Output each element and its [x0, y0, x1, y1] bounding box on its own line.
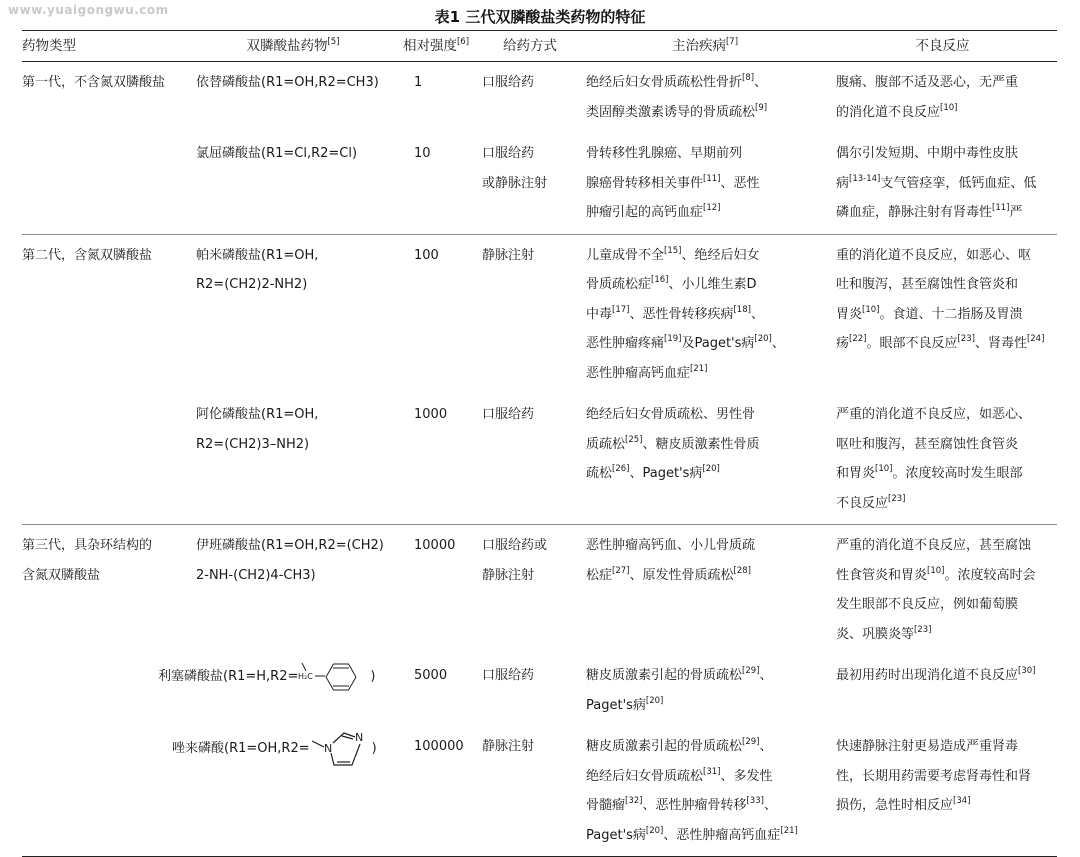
disease-cell — [582, 726, 828, 857]
drug-name-cell — [192, 234, 394, 394]
adverse-line — [836, 169, 1057, 199]
route-cell — [478, 133, 582, 234]
drug-name-line: R2=(CH2)2-NH2) — [196, 277, 308, 292]
drug-name-suffix: ) — [370, 669, 376, 685]
adverse-text: 腹痛、腹部不适及恶心，无严重 — [836, 75, 1019, 90]
table-row — [22, 394, 1057, 525]
citation-ref: [12] — [703, 203, 721, 213]
relative-strength: 10000 — [414, 538, 456, 553]
drug-name-text: 唑来磷酸(R1=OH,R2= — [172, 741, 310, 757]
relative-strength-cell — [394, 133, 478, 234]
drug-type-cell — [22, 133, 192, 234]
disease-line — [586, 762, 828, 792]
adverse-line — [836, 459, 1057, 489]
route-cell — [478, 62, 582, 134]
disease-line — [586, 270, 828, 300]
adverse-line — [836, 300, 1057, 330]
disease-text: 骨转移性乳腺癌、早期前列 — [586, 146, 743, 161]
disease-text: 、原发性骨质疏松 — [629, 567, 734, 583]
drug-type-cell — [22, 525, 192, 656]
citation-ref: [34] — [953, 796, 971, 806]
disease-text: 绝经后妇女骨质疏松性骨折 — [586, 75, 743, 90]
route-cell — [478, 655, 582, 726]
citation-ref: [10] — [862, 304, 880, 315]
adverse-text: 损伤，急性时相反应 — [836, 798, 954, 813]
adverse-text: 炎、巩膜炎等 — [836, 626, 915, 642]
disease-text: 、恶性肿瘤骨转移 — [642, 798, 747, 813]
disease-text: 恶性肿瘤高钙血、小儿骨质疏 — [586, 538, 756, 553]
disease-text: 恶性肿瘤高钙血症 — [586, 365, 691, 381]
table-row — [22, 726, 1057, 857]
drug-name-line: 阿伦磷酸盐(R1=OH, — [196, 407, 319, 422]
citation-ref: [22] — [849, 334, 867, 344]
disease-line — [586, 430, 828, 460]
route-line: 静脉注射 — [482, 739, 535, 754]
adverse-cell — [828, 133, 1057, 234]
citation-ref: [18] — [733, 304, 751, 315]
svg-text:N: N — [323, 742, 332, 755]
disease-line — [586, 691, 828, 721]
route-cell — [478, 525, 582, 656]
citation-ref: [27] — [612, 565, 630, 576]
citation-ref: [26] — [612, 464, 630, 474]
disease-text: 中毒 — [586, 306, 613, 322]
adverse-text: 疡 — [836, 336, 850, 351]
adverse-text: 。浓度较高时会 — [944, 567, 1036, 583]
drug-name-line: 氯屈磷酸盐(R1=Cl,R2=Cl) — [196, 146, 358, 161]
citation-ref: [23] — [957, 334, 975, 344]
citation-ref: [11] — [992, 203, 1010, 213]
watermark: www.yuaigongwu.com — [8, 3, 169, 17]
disease-line — [586, 359, 828, 389]
adverse-text: 最初用药时出现消化道不良反应 — [836, 668, 1019, 683]
route-line: 静脉注射 — [482, 247, 535, 263]
citation-ref: [19] — [664, 334, 682, 344]
disease-text: 松症 — [586, 567, 613, 583]
disease-text: 、糖皮质激素性骨质 — [642, 436, 760, 452]
disease-text: 、 — [763, 798, 777, 813]
disease-line — [586, 561, 828, 591]
adverse-line — [836, 68, 1057, 98]
citation-ref: [25] — [625, 434, 643, 445]
table-row — [22, 62, 1057, 134]
imidazole-structure-icon — [310, 727, 372, 771]
disease-text: 、 — [754, 75, 768, 90]
disease-line — [586, 459, 828, 489]
route-line: 口服给药 — [482, 146, 535, 161]
table-row — [22, 525, 1057, 656]
table-title: 表1 三代双膦酸盐类药物的特征 — [434, 8, 646, 26]
adverse-line — [836, 139, 1057, 169]
drug-name-line: 伊班磷酸盐(R1=OH,R2=(CH2) — [196, 538, 384, 553]
citation-ref: [30] — [1018, 666, 1036, 676]
relative-strength-cell — [394, 394, 478, 525]
disease-line — [586, 531, 828, 561]
disease-text: 儿童成骨不全 — [586, 247, 665, 263]
disease-cell — [582, 394, 828, 525]
disease-text: 、绝经后妇女 — [681, 247, 760, 263]
table-row — [22, 234, 1057, 394]
relative-strength: 10 — [414, 146, 431, 161]
adverse-line — [836, 762, 1057, 792]
disease-text: 骨髓瘤 — [586, 798, 626, 813]
disease-line — [586, 98, 828, 128]
adverse-line — [836, 531, 1057, 561]
adverse-text: 病 — [836, 175, 850, 191]
citation-ref: [29] — [742, 666, 760, 676]
disease-text: 、多发性 — [720, 768, 773, 784]
relative-strength: 100 — [414, 247, 439, 263]
adverse-text: 重的消化道不良反应，如恶心、呕 — [836, 247, 1032, 263]
route-line: 口服给药或 — [482, 538, 548, 553]
relative-strength: 1000 — [414, 407, 448, 422]
adverse-cell — [828, 525, 1057, 656]
adverse-text: 。食道、十二指肠及胃溃 — [879, 306, 1023, 322]
disease-text: 疏松 — [586, 466, 613, 481]
disease-cell — [582, 525, 828, 656]
table-row — [22, 133, 1057, 234]
citation-ref: [17] — [612, 304, 630, 315]
disease-line — [586, 821, 828, 851]
citation-ref: [23] — [914, 624, 932, 635]
adverse-text: 快速静脉注射更易造成严重肾毒 — [836, 739, 1019, 754]
header-row — [22, 31, 1057, 62]
relative-strength-cell — [394, 655, 478, 726]
adverse-cell — [828, 655, 1057, 726]
adverse-line — [836, 590, 1057, 620]
adverse-line — [836, 430, 1057, 460]
disease-text: 、 — [750, 306, 764, 322]
disease-line — [586, 241, 828, 271]
citation-ref: [20] — [645, 825, 664, 836]
header-strength: 相对强度[6] — [394, 31, 478, 62]
citation-ref: [33] — [746, 796, 764, 806]
adverse-text: 支气管痉挛，低钙血症、低 — [880, 175, 1037, 191]
adverse-text: 不良反应 — [836, 495, 889, 511]
route-line: 口服给药 — [482, 668, 535, 683]
disease-text: 、Paget's病 — [629, 466, 703, 481]
disease-line — [586, 732, 828, 762]
svg-text:H₂C: H₂C — [298, 672, 314, 681]
disease-text: 、恶性肿瘤高钙血症 — [663, 827, 781, 843]
drug-name-cell — [192, 133, 394, 234]
header-drug: 双膦酸盐药物[5] — [192, 31, 394, 62]
disease-text: 肿瘤引起的高钙血症 — [586, 205, 704, 220]
citation-ref: [15] — [664, 245, 682, 256]
citation-ref: [13-14] — [849, 173, 881, 184]
disease-line — [586, 198, 828, 228]
disease-cell — [582, 133, 828, 234]
disease-text: 、 — [759, 668, 773, 683]
adverse-text: 。浓度较高时发生眼部 — [892, 466, 1023, 481]
route-line: 静脉注射 — [482, 567, 535, 583]
route-line: 口服给药 — [482, 407, 535, 422]
disease-line — [586, 661, 828, 691]
drug-name-cell — [172, 726, 394, 857]
adverse-text: 严 — [1009, 205, 1023, 220]
relative-strength: 1 — [414, 75, 423, 90]
relative-strength: 100000 — [414, 739, 464, 754]
adverse-line — [836, 791, 1057, 821]
relative-strength-cell — [394, 234, 478, 394]
adverse-line — [836, 661, 1057, 691]
benzyl-structure-icon — [298, 657, 370, 697]
adverse-text: 偶尔引发短期、中期中毒性皮肤 — [836, 146, 1019, 161]
drug-name-cell — [192, 394, 394, 525]
drug-type-line: 含氮双膦酸盐 — [22, 567, 101, 583]
drug-name-line: 依替磷酸盐(R1=OH,R2=CH3) — [196, 75, 379, 90]
adverse-line — [836, 329, 1057, 359]
disease-text: 绝经后妇女骨质疏松、男性骨 — [586, 407, 756, 422]
relative-strength-cell — [394, 726, 478, 857]
adverse-cell — [828, 394, 1057, 525]
drug-name-line: R2=(CH2)3–NH2) — [196, 436, 310, 452]
disease-text: 糖皮质激素引起的骨质疏松 — [586, 739, 743, 754]
adverse-text: 磷血症，静脉注射有肾毒性 — [836, 205, 993, 220]
relative-strength-cell — [394, 525, 478, 656]
adverse-text: 。眼部不良反应 — [866, 336, 958, 351]
citation-ref: [10] — [875, 464, 893, 474]
route-line: 或静脉注射 — [482, 175, 548, 191]
citation-ref: [16] — [651, 275, 669, 285]
header-type: 药物类型 — [22, 31, 192, 62]
adverse-text: 、肾毒性 — [974, 336, 1027, 351]
adverse-line — [836, 489, 1057, 519]
adverse-line — [836, 400, 1057, 430]
drug-type-line: 第一代，不含氮双膦酸盐 — [22, 75, 166, 90]
disease-text: 绝经后妇女骨质疏松 — [586, 768, 704, 784]
drug-name-text: 利塞磷酸盐(R1=H,R2= — [158, 669, 299, 685]
disease-text: 、恶性 — [720, 175, 760, 191]
disease-text: Paget's病 — [586, 697, 646, 713]
adverse-line — [836, 620, 1057, 650]
adverse-line — [836, 98, 1057, 128]
citation-ref: [21] — [690, 363, 708, 374]
disease-text: 骨质疏松症 — [586, 277, 652, 292]
citation-ref: [28] — [733, 565, 751, 576]
adverse-line — [836, 732, 1057, 762]
adverse-line — [836, 561, 1057, 591]
citation-ref: [20] — [645, 695, 664, 706]
citation-ref: [8] — [742, 73, 755, 83]
drug-name-line: 帕米磷酸盐(R1=OH, — [196, 247, 319, 263]
drug-name-line — [158, 657, 394, 697]
disease-text: 类固醇类激素诱导的骨质疏松 — [586, 104, 756, 120]
disease-line — [586, 300, 828, 330]
drug-name-cell — [192, 62, 394, 134]
disease-text: 、 — [759, 739, 773, 754]
citation-ref: [20] — [754, 334, 772, 344]
disease-line — [586, 329, 828, 359]
drug-type-line: 第三代，具杂环结构的 — [22, 538, 153, 553]
header-route: 给药方式 — [478, 31, 582, 62]
drug-type-line: 第二代，含氮双膦酸盐 — [22, 247, 153, 263]
disease-cell — [582, 655, 828, 726]
drug-name-suffix: ) — [371, 741, 377, 757]
drug-type-cell — [22, 394, 192, 525]
citation-ref: [10] — [927, 565, 945, 576]
adverse-text: 严重的消化道不良反应，如恶心、 — [836, 407, 1032, 422]
citation-ref: [23] — [888, 493, 906, 504]
route-line: 口服给药 — [482, 75, 535, 90]
disease-text: 恶性肿瘤疼痛 — [586, 336, 665, 351]
adverse-text: 性食管炎和胃炎 — [836, 567, 928, 583]
bisphosphonate-table — [22, 30, 1057, 857]
table-row — [22, 655, 1057, 726]
header-disease: 主治疾病[7] — [582, 31, 828, 62]
disease-line — [586, 169, 828, 199]
drug-type-cell — [22, 726, 192, 857]
disease-text: 腺癌骨转移相关事件 — [586, 175, 704, 191]
route-cell — [478, 234, 582, 394]
citation-ref: [21] — [780, 825, 798, 836]
header-adverse: 不良反应 — [828, 31, 1057, 62]
citation-ref: [31] — [703, 766, 721, 777]
disease-cell — [582, 62, 828, 134]
disease-text: 、 — [771, 336, 785, 351]
citation-ref: [32] — [625, 796, 643, 806]
disease-text: 质疏松 — [586, 436, 626, 452]
disease-text: 糖皮质激素引起的骨质疏松 — [586, 668, 743, 683]
citation-ref: [11] — [703, 173, 721, 184]
adverse-text: 发生眼部不良反应，例如葡萄膜 — [836, 597, 1019, 612]
disease-text: Paget's病 — [586, 827, 646, 843]
disease-line — [586, 68, 828, 98]
route-cell — [478, 394, 582, 525]
adverse-line — [836, 270, 1057, 300]
adverse-line — [836, 241, 1057, 271]
adverse-cell — [828, 62, 1057, 134]
disease-line — [586, 791, 828, 821]
relative-strength-cell — [394, 62, 478, 134]
citation-ref: [10] — [940, 102, 958, 113]
route-cell — [478, 726, 582, 857]
adverse-text: 的消化道不良反应 — [836, 104, 941, 120]
citation-ref: [9] — [755, 102, 768, 113]
drug-type-cell — [22, 62, 192, 134]
adverse-text: 性，长期用药需要考虑肾毒性和肾 — [836, 768, 1032, 784]
citation-ref: [20] — [702, 464, 720, 474]
adverse-line — [836, 198, 1057, 228]
svg-text:N: N — [354, 731, 363, 744]
drug-name-cell — [192, 525, 394, 656]
drug-type-cell — [22, 234, 192, 394]
disease-text: 及Paget's病 — [681, 336, 755, 351]
disease-cell — [582, 234, 828, 394]
adverse-text: 严重的消化道不良反应，甚至腐蚀 — [836, 538, 1032, 553]
relative-strength: 5000 — [414, 668, 448, 683]
adverse-text: 胃炎 — [836, 306, 863, 322]
disease-line — [586, 139, 828, 169]
adverse-cell — [828, 726, 1057, 857]
adverse-text: 呕吐和腹泻，甚至腐蚀性食管炎 — [836, 436, 1019, 452]
adverse-text: 吐和腹泻，甚至腐蚀性食管炎和 — [836, 277, 1019, 292]
citation-ref: [24] — [1026, 334, 1045, 344]
drug-name-line: 2-NH-(CH2)4-CH3) — [196, 567, 316, 583]
adverse-cell — [828, 234, 1057, 394]
citation-ref: [29] — [742, 737, 760, 747]
drug-name-line — [172, 727, 394, 771]
disease-line — [586, 400, 828, 430]
disease-text: 、小儿维生素D — [668, 277, 757, 292]
disease-text: 、恶性骨转移疾病 — [629, 306, 734, 322]
drug-name-cell — [158, 655, 394, 726]
adverse-text: 和胃炎 — [836, 466, 876, 481]
